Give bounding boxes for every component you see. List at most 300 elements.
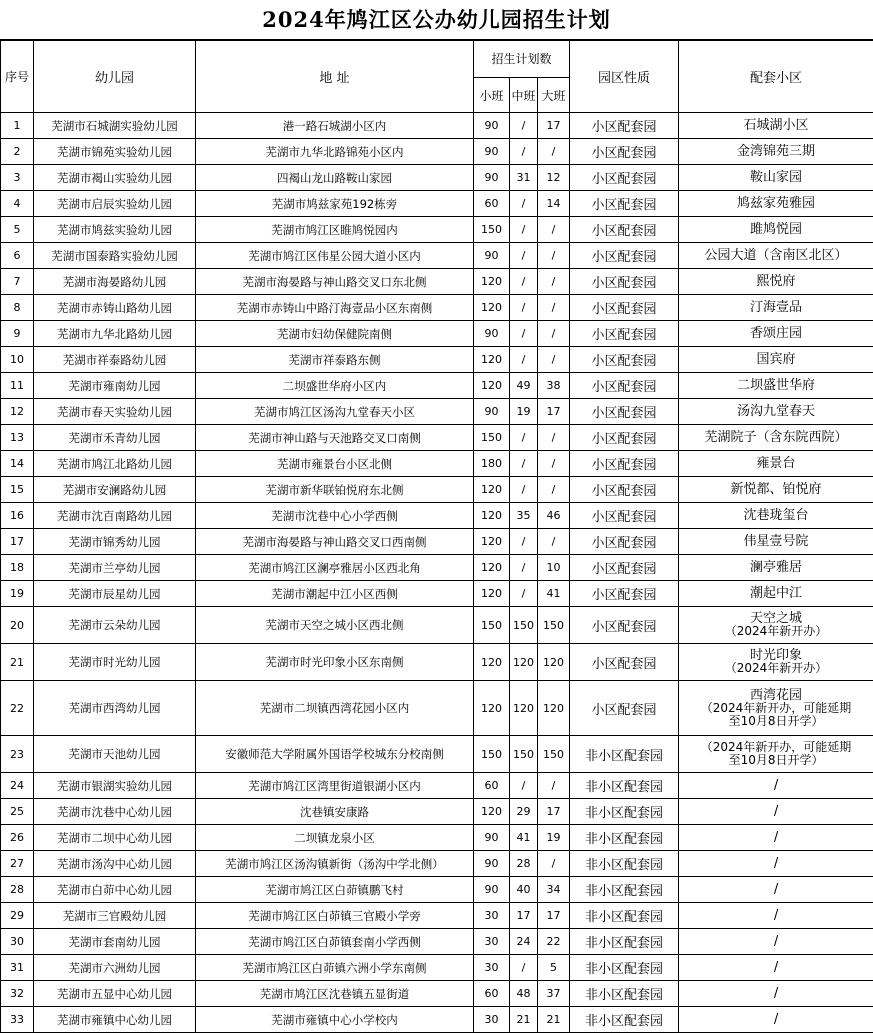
community-line: 金湾锦苑三期 [737,144,815,159]
cell-kind: 小区配套园 [570,607,679,644]
community-line: （2024年新开办，可能延期 [679,741,873,754]
cell-community [679,373,873,399]
cell-address: 芜湖市鸠江区伟星公园大道小区内 [196,243,474,269]
cell-kind: 非小区配套园 [570,851,679,877]
cell-address: 芜湖市海晏路与神山路交叉口西南侧 [196,529,474,555]
cell-kind: 非小区配套园 [570,825,679,851]
cell-small: 120 [474,295,510,321]
cell-small: 120 [474,503,510,529]
cell-community [679,825,873,851]
cell-community [679,929,873,955]
cell-community [679,773,873,799]
cell-middle: / [510,113,538,139]
page-title: 2024年鸠江区公办幼儿园招生计划 [0,0,873,41]
cell-community [679,295,873,321]
cell-no: 10 [1,347,34,373]
table-row [1,191,873,217]
table-row [1,581,873,607]
community-line: 伟星壹号院 [744,534,809,549]
cell-address: 芜湖市鸠江区沈巷镇五显街道 [196,981,474,1007]
cell-middle: 120 [510,644,538,681]
cell-community [679,217,873,243]
table-row [1,681,873,736]
cell-no: 18 [1,555,34,581]
cell-kindergarten: 芜湖市启辰实验幼儿园 [34,191,196,217]
cell-no: 15 [1,477,34,503]
cell-middle: / [510,217,538,243]
cell-community [679,644,873,681]
cell-middle: 29 [510,799,538,825]
cell-middle: 48 [510,981,538,1007]
cell-community [679,139,873,165]
cell-no: 33 [1,1007,34,1033]
cell-community [679,269,873,295]
cell-kindergarten: 芜湖市安澜路幼儿园 [34,477,196,503]
cell-middle: 21 [510,1007,538,1033]
cell-large: / [538,269,570,295]
cell-large: 10 [538,555,570,581]
community-note: （2024年新开办） [679,625,873,638]
table-row [1,736,873,773]
cell-kind: 小区配套园 [570,555,679,581]
cell-small: 120 [474,269,510,295]
cell-kindergarten: 芜湖市祥泰路幼儿园 [34,347,196,373]
cell-large: 150 [538,736,570,773]
cell-community [679,903,873,929]
community-note: （2024年新开办，可能延期 [679,702,873,715]
community-line: / [774,882,778,897]
cell-no: 25 [1,799,34,825]
cell-middle: 17 [510,903,538,929]
table-row [1,477,873,503]
cell-large: 17 [538,113,570,139]
cell-small: 30 [474,903,510,929]
cell-kindergarten: 芜湖市天池幼儿园 [34,736,196,773]
cell-address: 芜湖市鸠江区白茆镇三官殿小学旁 [196,903,474,929]
cell-address: 芜湖市沈巷中心小学西侧 [196,503,474,529]
cell-no: 3 [1,165,34,191]
cell-large: / [538,139,570,165]
table-row [1,503,873,529]
table-row [1,607,873,644]
community-line: 鞍山家园 [750,170,802,185]
header-plan: 招生计划数 [474,40,570,78]
cell-no: 21 [1,644,34,681]
cell-address: 芜湖市鸠江区睢鸠悦园内 [196,217,474,243]
cell-large: 19 [538,825,570,851]
cell-kind: 小区配套园 [570,321,679,347]
cell-small: 90 [474,321,510,347]
cell-large: 14 [538,191,570,217]
community-line: 汤沟九堂春天 [737,404,815,419]
cell-no: 17 [1,529,34,555]
table-row [1,644,873,681]
cell-kind: 小区配套园 [570,269,679,295]
cell-large: / [538,451,570,477]
cell-kind: 非小区配套园 [570,981,679,1007]
cell-community [679,681,873,736]
cell-kindergarten: 芜湖市套南幼儿园 [34,929,196,955]
cell-kind: 小区配套园 [570,295,679,321]
cell-large: / [538,529,570,555]
community-line: 雍景台 [757,456,796,471]
cell-community [679,555,873,581]
table-row [1,347,873,373]
table-row [1,555,873,581]
cell-no: 32 [1,981,34,1007]
cell-large: / [538,243,570,269]
table-row [1,321,873,347]
community-line: / [774,804,778,819]
cell-no: 6 [1,243,34,269]
cell-no: 23 [1,736,34,773]
cell-middle: 49 [510,373,538,399]
cell-community [679,529,873,555]
cell-kind: 小区配套园 [570,451,679,477]
community-line: / [774,830,778,845]
cell-address: 芜湖市九华北路锦苑小区内 [196,139,474,165]
cell-kindergarten: 芜湖市雍镇中心幼儿园 [34,1007,196,1033]
cell-large: / [538,425,570,451]
cell-middle: / [510,269,538,295]
cell-kind: 小区配套园 [570,399,679,425]
cell-address: 芜湖市鸠江区白茆镇六洲小学东南侧 [196,955,474,981]
cell-middle: 24 [510,929,538,955]
cell-address: 芜湖市二坝镇西湾花园小区内 [196,681,474,736]
cell-address: 四褐山龙山路鞍山家园 [196,165,474,191]
cell-large: 46 [538,503,570,529]
cell-no: 2 [1,139,34,165]
cell-middle: / [510,955,538,981]
cell-no: 29 [1,903,34,929]
cell-no: 16 [1,503,34,529]
cell-middle: / [510,321,538,347]
cell-small: 120 [474,681,510,736]
cell-no: 5 [1,217,34,243]
cell-no: 19 [1,581,34,607]
cell-kindergarten: 芜湖市辰星幼儿园 [34,581,196,607]
cell-address: 芜湖市赤铸山中路汀海壹品小区东南侧 [196,295,474,321]
cell-kindergarten: 芜湖市银湖实验幼儿园 [34,773,196,799]
table-row [1,529,873,555]
cell-kindergarten: 芜湖市春天实验幼儿园 [34,399,196,425]
cell-large: 120 [538,644,570,681]
cell-community [679,877,873,903]
cell-community [679,165,873,191]
cell-large: 150 [538,607,570,644]
cell-kindergarten: 芜湖市云朵幼儿园 [34,607,196,644]
community-line: / [774,856,778,871]
cell-large: 34 [538,877,570,903]
community-line: 汀海壹品 [750,300,802,315]
community-line: / [774,960,778,975]
cell-kindergarten: 芜湖市兰亭幼儿园 [34,555,196,581]
cell-no: 20 [1,607,34,644]
header-address: 地 址 [196,40,474,113]
cell-middle: 41 [510,825,538,851]
table-row [1,981,873,1007]
cell-small: 150 [474,736,510,773]
cell-no: 26 [1,825,34,851]
table-row [1,903,873,929]
cell-kind: 小区配套园 [570,477,679,503]
header-middle: 中班 [510,78,538,113]
cell-small: 90 [474,139,510,165]
cell-no: 24 [1,773,34,799]
cell-middle: 31 [510,165,538,191]
cell-address: 芜湖市鸠江区汤沟镇新街（汤沟中学北侧） [196,851,474,877]
cell-no: 14 [1,451,34,477]
cell-community [679,451,873,477]
cell-kindergarten: 芜湖市禾青幼儿园 [34,425,196,451]
cell-small: 120 [474,477,510,503]
cell-kind: 小区配套园 [570,217,679,243]
cell-community [679,851,873,877]
community-line: 西湾花园 [750,688,802,703]
table-row [1,825,873,851]
cell-address: 芜湖市天空之城小区西北侧 [196,607,474,644]
cell-kind: 小区配套园 [570,425,679,451]
cell-no: 28 [1,877,34,903]
community-line: 沈巷珑玺台 [744,508,809,523]
cell-large: / [538,477,570,503]
cell-small: 90 [474,851,510,877]
cell-small: 90 [474,165,510,191]
cell-middle: / [510,451,538,477]
cell-middle: / [510,139,538,165]
cell-kindergarten: 芜湖市锦苑实验幼儿园 [34,139,196,165]
cell-kindergarten: 芜湖市西湾幼儿园 [34,681,196,736]
cell-large: / [538,321,570,347]
cell-kind: 小区配套园 [570,529,679,555]
cell-address: 芜湖市神山路与天池路交叉口南侧 [196,425,474,451]
cell-no: 7 [1,269,34,295]
cell-small: 90 [474,113,510,139]
cell-community [679,191,873,217]
cell-small: 90 [474,243,510,269]
table-row [1,217,873,243]
cell-large: / [538,773,570,799]
cell-small: 30 [474,955,510,981]
cell-kind: 非小区配套园 [570,799,679,825]
cell-kind: 小区配套园 [570,644,679,681]
cell-community [679,981,873,1007]
table-row [1,243,873,269]
cell-middle: / [510,529,538,555]
cell-community [679,503,873,529]
community-line: 熙悦府 [757,274,796,289]
cell-middle: / [510,243,538,269]
cell-large: 120 [538,681,570,736]
cell-middle: / [510,425,538,451]
cell-address: 芜湖市新华联铂悦府东北侧 [196,477,474,503]
cell-large: 41 [538,581,570,607]
cell-kind: 小区配套园 [570,681,679,736]
community-line: / [774,986,778,1001]
cell-kindergarten: 芜湖市时光幼儿园 [34,644,196,681]
cell-large: 22 [538,929,570,955]
cell-kindergarten: 芜湖市锦秀幼儿园 [34,529,196,555]
table-row [1,877,873,903]
cell-small: 120 [474,644,510,681]
community-line: 澜亭雅居 [750,560,802,575]
community-line: / [774,778,778,793]
cell-small: 180 [474,451,510,477]
cell-small: 120 [474,347,510,373]
community-line: 新悦都、铂悦府 [731,482,822,497]
cell-no: 12 [1,399,34,425]
cell-kindergarten: 芜湖市海晏路幼儿园 [34,269,196,295]
cell-community [679,607,873,644]
cell-small: 60 [474,773,510,799]
table-row [1,929,873,955]
cell-small: 120 [474,799,510,825]
cell-small: 150 [474,425,510,451]
cell-community [679,799,873,825]
cell-address: 港一路石城湖小区内 [196,113,474,139]
table-row [1,773,873,799]
cell-small: 150 [474,217,510,243]
header-no: 序号 [1,40,34,113]
cell-kindergarten: 芜湖市鸠兹实验幼儿园 [34,217,196,243]
table-row [1,165,873,191]
cell-large: 17 [538,799,570,825]
cell-small: 150 [474,607,510,644]
cell-middle: 150 [510,607,538,644]
cell-address: 芜湖市鸠江区湾里街道银湖小区内 [196,773,474,799]
cell-no: 11 [1,373,34,399]
table-row [1,851,873,877]
cell-middle: / [510,581,538,607]
community-line: 雎鸠悦园 [750,222,802,237]
cell-middle: / [510,555,538,581]
cell-no: 13 [1,425,34,451]
cell-address: 芜湖市妇幼保健院南侧 [196,321,474,347]
header-small: 小班 [474,78,510,113]
cell-middle: 40 [510,877,538,903]
cell-kind: 小区配套园 [570,191,679,217]
cell-kind: 小区配套园 [570,243,679,269]
cell-kind: 小区配套园 [570,113,679,139]
community-line: / [774,908,778,923]
header-kind: 园区性质 [570,40,679,113]
community-line: 石城湖小区 [744,118,809,133]
cell-large: / [538,295,570,321]
cell-kindergarten: 芜湖市九华北路幼儿园 [34,321,196,347]
cell-small: 120 [474,555,510,581]
cell-small: 90 [474,877,510,903]
cell-kind: 小区配套园 [570,581,679,607]
header-community: 配套小区 [679,40,873,113]
table-row [1,373,873,399]
cell-address: 芜湖市雍景台小区北侧 [196,451,474,477]
community-line: 香颂庄园 [750,326,802,341]
cell-large: 5 [538,955,570,981]
cell-community [679,736,873,773]
cell-no: 22 [1,681,34,736]
cell-kindergarten: 芜湖市六洲幼儿园 [34,955,196,981]
community-line: 天空之城 [750,611,802,626]
cell-kind: 小区配套园 [570,347,679,373]
cell-address: 芜湖市鸠江区白茆镇鹏飞村 [196,877,474,903]
table-row [1,295,873,321]
cell-no: 9 [1,321,34,347]
community-line: 时光印象 [750,648,802,663]
cell-address: 芜湖市鸠江区汤沟九堂春天小区 [196,399,474,425]
community-note: （2024年新开办） [679,662,873,675]
cell-kind: 非小区配套园 [570,903,679,929]
cell-address: 芜湖市潮起中江小区西侧 [196,581,474,607]
table-row [1,425,873,451]
cell-small: 90 [474,825,510,851]
cell-middle: 19 [510,399,538,425]
cell-middle: / [510,347,538,373]
cell-community [679,955,873,981]
community-line: 潮起中江 [750,586,802,601]
cell-large: 21 [538,1007,570,1033]
header-large: 大班 [538,78,570,113]
cell-no: 1 [1,113,34,139]
cell-community [679,347,873,373]
cell-address: 二坝镇龙泉小区 [196,825,474,851]
cell-middle: 150 [510,736,538,773]
cell-kindergarten: 芜湖市国泰路实验幼儿园 [34,243,196,269]
cell-large: / [538,851,570,877]
community-line: / [774,1012,778,1027]
cell-kindergarten: 芜湖市雍南幼儿园 [34,373,196,399]
cell-large: 37 [538,981,570,1007]
cell-address: 芜湖市海晏路与神山路交叉口东北侧 [196,269,474,295]
cell-large: / [538,347,570,373]
cell-kind: 小区配套园 [570,165,679,191]
cell-kind: 非小区配套园 [570,955,679,981]
table-row [1,269,873,295]
cell-no: 4 [1,191,34,217]
cell-address: 芜湖市鸠江区澜亭雅居小区西北角 [196,555,474,581]
table-row [1,955,873,981]
community-line: / [774,934,778,949]
cell-no: 8 [1,295,34,321]
cell-address: 芜湖市时光印象小区东南侧 [196,644,474,681]
header-kindergarten: 幼儿园 [34,40,196,113]
cell-large: 17 [538,399,570,425]
table-row [1,799,873,825]
enrollment-table [0,39,873,1033]
cell-kindergarten: 芜湖市白茆中心幼儿园 [34,877,196,903]
cell-community [679,477,873,503]
cell-middle: / [510,191,538,217]
cell-community [679,399,873,425]
cell-large: / [538,217,570,243]
cell-address: 安徽师范大学附属外国语学校城东分校南侧 [196,736,474,773]
cell-large: 38 [538,373,570,399]
table-row [1,139,873,165]
cell-community [679,113,873,139]
cell-kind: 非小区配套园 [570,877,679,903]
cell-community [679,243,873,269]
cell-kind: 非小区配套园 [570,929,679,955]
cell-address: 芜湖市鸠兹家苑192栋旁 [196,191,474,217]
cell-kindergarten: 芜湖市赤铸山路幼儿园 [34,295,196,321]
cell-kindergarten: 芜湖市三官殿幼儿园 [34,903,196,929]
cell-kindergarten: 芜湖市汤沟中心幼儿园 [34,851,196,877]
cell-middle: / [510,477,538,503]
cell-kind: 小区配套园 [570,503,679,529]
cell-community [679,321,873,347]
cell-address: 芜湖市祥泰路东侧 [196,347,474,373]
table-row [1,451,873,477]
cell-kindergarten: 芜湖市褐山实验幼儿园 [34,165,196,191]
